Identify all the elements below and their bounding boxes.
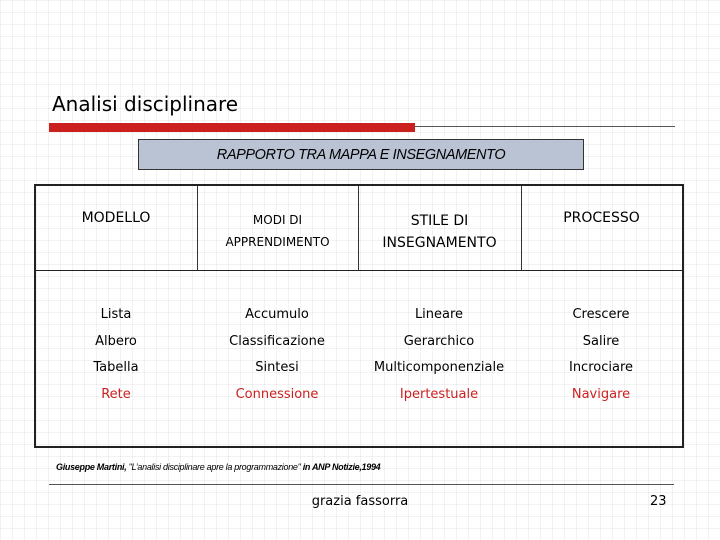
title-underline-accent <box>49 123 415 132</box>
table-banner: RAPPORTO TRA MAPPA E INSEGNAMENTO <box>138 139 584 170</box>
table-cell: Ipertestuale <box>399 387 479 402</box>
table-cell: Tabella <box>93 360 139 375</box>
table-cell: Rete <box>101 387 131 402</box>
slide-title: Analisi disciplinare <box>52 92 239 116</box>
header-processo <box>521 210 682 226</box>
header-line: STILE DI <box>410 213 469 229</box>
table-cell: Sintesi <box>255 360 299 375</box>
table-cell: Accumulo <box>245 307 309 322</box>
header-stile-di-insegnamento <box>358 210 521 254</box>
citation-quote: "L’analisi disciplinare apre la programmazione" <box>126 462 301 472</box>
comparison-table <box>34 184 684 448</box>
table-cell: Lista <box>100 307 132 322</box>
column-divider <box>521 186 522 271</box>
header-modi-di-apprendimento <box>197 209 358 253</box>
footer-author: grazia fassorra <box>311 494 409 509</box>
header-line: APPRENDIMENTO <box>225 235 330 249</box>
table-cell: Navigare <box>571 387 631 402</box>
citation-source: in ANP Notizie,1994 <box>300 462 381 472</box>
header-divider <box>36 270 682 271</box>
table-cell: Connessione <box>235 387 319 402</box>
header-line: INSEGNAMENTO <box>382 235 497 251</box>
footer-rule <box>49 484 674 485</box>
header-modello <box>36 210 196 226</box>
header-line: MODI DI <box>252 213 303 227</box>
table-cell: Salire <box>582 334 620 349</box>
table-cell: Gerarchico <box>403 334 475 349</box>
citation-author: Giuseppe Martini, <box>56 462 127 472</box>
citation-footnote <box>56 462 380 472</box>
table-cell: Albero <box>95 334 137 349</box>
table-cell: Incrociare <box>568 360 634 375</box>
table-cell: Multicomponenziale <box>373 360 505 375</box>
table-cell: Classificazione <box>229 334 325 349</box>
page-number: 23 <box>650 494 667 509</box>
header-processo-label: PROCESSO <box>563 210 640 226</box>
title-underline-rule <box>415 126 675 127</box>
header-modello-label: MODELLO <box>81 210 151 226</box>
table-cell: Crescere <box>572 307 630 322</box>
table-cell: Lineare <box>414 307 464 322</box>
